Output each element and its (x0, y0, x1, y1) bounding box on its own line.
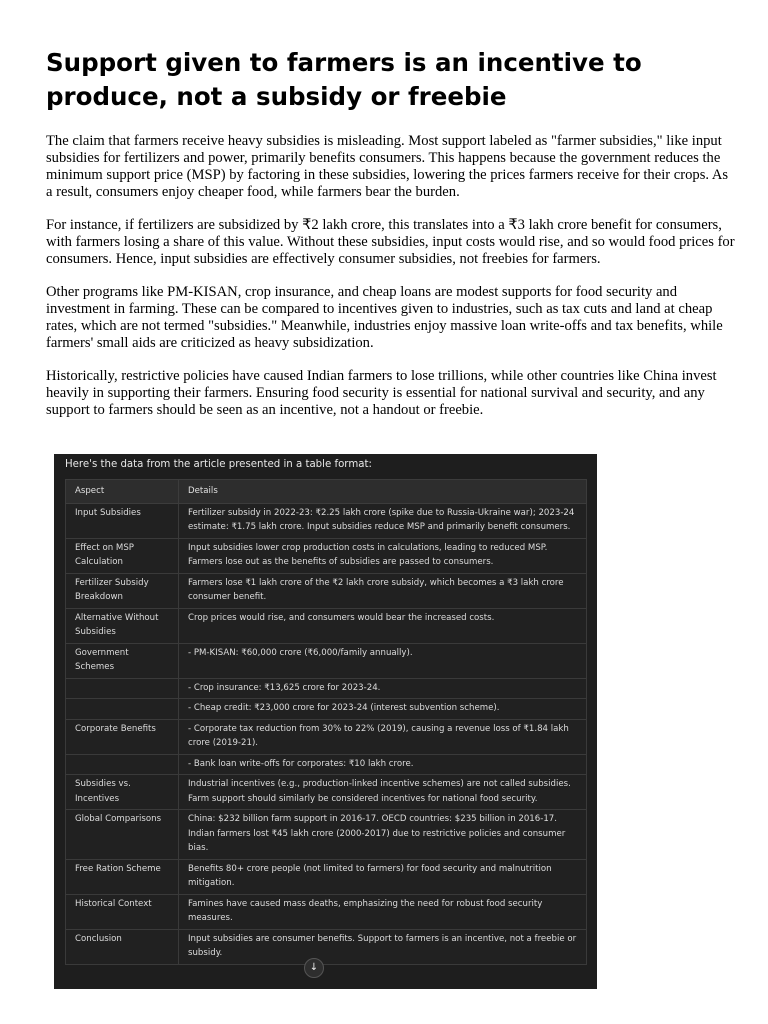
aspect-cell: Global Comparisons (66, 810, 179, 860)
aspect-cell (66, 699, 179, 720)
table-row (66, 699, 587, 720)
details-cell: Industrial incentives (e.g., production-linked incentive schemes) are not called subsidies. Farm support should similarly be considered incentives for national food security. (179, 775, 587, 810)
details-cell: Input subsidies are consumer benefits. Support to farmers is an incentive, not a freebie or subsidy. (179, 929, 587, 964)
aspect-cell: Free Ration Scheme (66, 859, 179, 894)
article-paragraph: The claim that farmers receive heavy subsidies is misleading. Most support labeled as "farmer subsidies," like input subsidies for fertilizers and power, primarily benefits consumers. This happens because the government reduces the minimum support price (MSP) by factoring in these subsidies, lowering the prices farmers receive for their crops. As a result, consumers enjoy cheaper food, while farmers bear the burden. (46, 133, 729, 200)
aspect-cell: Historical Context (66, 894, 179, 929)
details-cell: - Bank loan write-offs for corporates: ₹10 lakh crore. (179, 754, 587, 775)
details-cell: - Cheap credit: ₹23,000 crore for 2023-24 (interest subvention scheme). (179, 699, 587, 720)
article-paragraph: Other programs like PM-KISAN, crop insurance, and cheap loans are modest supports for food security and investment in farming. These can be compared to incentives given to industries, such as tax cuts and land at cheap rates, which are not termed "subsidies." Meanwhile, industries enjoy massive loan write-offs and tax benefits, while farmers' small aids are criticized as heavy subsidization. (46, 284, 723, 351)
article-body (46, 133, 736, 435)
details-cell: Crop prices would rise, and consumers would bear the increased costs. (179, 608, 587, 643)
article-title: Support given to farmers is an incentive to produce, not a subsidy or freebie (46, 48, 642, 111)
table-row (66, 859, 587, 894)
article-paragraph: For instance, if fertilizers are subsidized by ₹2 lakh crore, this translates into a ₹3 lakh crore benefit for consumers, with farmers losing a share of this value. Without these subsidies, input costs would rise, and so would food prices for consumers. Hence, input subsidies are effectively consumer subsidies, not freebies for farmers. (46, 217, 735, 267)
aspect-cell (66, 678, 179, 699)
table-row (66, 643, 587, 678)
table-header-row (66, 480, 587, 504)
aspect-cell: Input Subsidies (66, 503, 179, 538)
table-intro: Here's the data from the article presented in a table format: (65, 459, 372, 470)
table-row (66, 573, 587, 608)
table-row (66, 929, 587, 964)
aspect-cell: Conclusion (66, 929, 179, 964)
table-row (66, 894, 587, 929)
details-cell: - Corporate tax reduction from 30% to 22% (2019), causing a revenue loss of ₹1.84 lakh crore (2019-21). (179, 719, 587, 754)
table-row (66, 754, 587, 775)
details-cell: Farmers lose ₹1 lakh crore of the ₹2 lakh crore subsidy, which becomes a ₹3 lakh crore consumer benefit. (179, 573, 587, 608)
aspect-cell (66, 754, 179, 775)
table-row (66, 775, 587, 810)
details-cell: Fertilizer subsidy in 2022-23: ₹2.25 lakh crore (spike due to Russia-Ukraine war); 2023-24 estimate: ₹1.75 lakh crore. Input subsidies reduce MSP and primarily benefit consumers. (179, 503, 587, 538)
aspect-cell: Government Schemes (66, 643, 179, 678)
details-cell: Input subsidies lower crop production costs in calculations, leading to reduced MSP. Farmers lose out as the benefits of subsidies are passed to consumers. (179, 538, 587, 573)
table-row (66, 678, 587, 699)
scroll-down-icon[interactable]: ↓ (304, 958, 324, 978)
table-screenshot (54, 454, 597, 989)
aspect-cell: Corporate Benefits (66, 719, 179, 754)
table-row (66, 719, 587, 754)
details-cell: Famines have caused mass deaths, emphasizing the need for robust food security measures. (179, 894, 587, 929)
table-row (66, 810, 587, 860)
aspect-cell: Alternative Without Subsidies (66, 608, 179, 643)
details-cell: Benefits 80+ crore people (not limited to farmers) for food security and malnutrition mitigation. (179, 859, 587, 894)
article-paragraph: Historically, restrictive policies have caused Indian farmers to lose trillions, while other countries like China invest heavily in supporting their farmers. Ensuring food security is essential for national survival and security, and any support to farmers should be seen as an incentive, not a handout or freebie. (46, 368, 717, 418)
aspect-cell: Fertilizer Subsidy Breakdown (66, 573, 179, 608)
aspect-cell: Effect on MSP Calculation (66, 538, 179, 573)
details-cell: - PM-KISAN: ₹60,000 crore (₹6,000/family annually). (179, 643, 587, 678)
table-row (66, 608, 587, 643)
table-row (66, 538, 587, 573)
details-cell: - Crop insurance: ₹13,625 crore for 2023-24. (179, 678, 587, 699)
details-cell: China: $232 billion farm support in 2016-17. OECD countries: $235 billion in 2016-17. Indian farmers lost ₹45 lakh crore (2000-2017) due to restrictive policies and consumer bias. (179, 810, 587, 860)
aspect-cell: Subsidies vs. Incentives (66, 775, 179, 810)
column-header-aspect: Aspect (66, 480, 179, 504)
column-header-details: Details (179, 480, 587, 504)
table-row (66, 503, 587, 538)
data-table (65, 479, 587, 965)
